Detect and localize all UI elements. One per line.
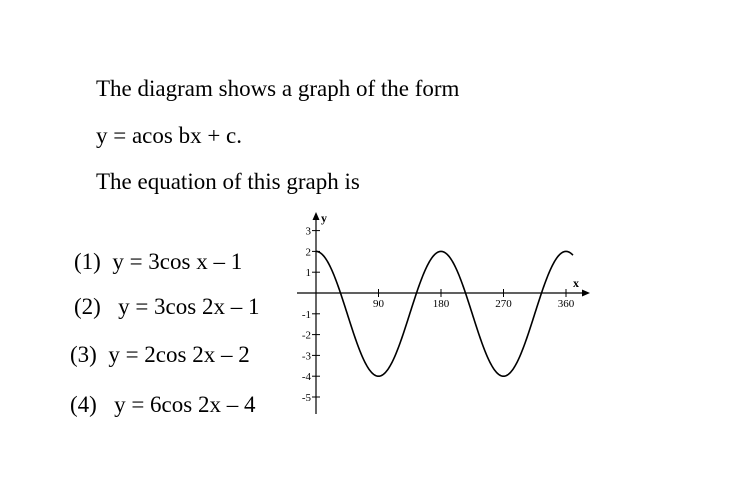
y-tick-label: -1 xyxy=(301,308,311,321)
y-tick-label: 2 xyxy=(305,246,311,259)
y-tick-label: -4 xyxy=(301,371,311,384)
y-tick-label: -2 xyxy=(301,329,311,342)
x-tick-label: 90 xyxy=(373,298,384,310)
y-tick-label: 3 xyxy=(305,225,311,238)
x-tick-label: 270 xyxy=(495,298,512,310)
cosine-curve xyxy=(316,251,573,376)
choice-equation: y = 3cos 2x – 1 xyxy=(118,294,260,319)
choice-number: (4) xyxy=(70,392,97,417)
question-line-3: The equation of this graph is xyxy=(96,169,360,194)
x-tick-label: 180 xyxy=(432,298,450,310)
choice-number: (3) xyxy=(70,342,97,367)
y-tick-label: -3 xyxy=(301,350,311,363)
y-tick-label: -5 xyxy=(301,392,311,404)
y-tick-label: 1 xyxy=(305,267,311,280)
y-axis-arrow xyxy=(313,212,320,220)
question-line-2: y = acos bx + c. xyxy=(96,123,243,148)
y-axis-label: y xyxy=(321,211,327,225)
choice-equation: y = 6cos 2x – 4 xyxy=(114,392,256,417)
choice-number: (1) xyxy=(74,249,101,274)
choice-number: (2) xyxy=(74,294,101,319)
x-axis-label: x xyxy=(573,276,579,290)
x-tick-label: 360 xyxy=(557,298,575,310)
choice-equation: y = 3cos x – 1 xyxy=(112,249,243,274)
x-axis-arrow xyxy=(582,290,590,297)
choice-equation: y = 2cos 2x – 2 xyxy=(108,342,250,367)
question-line-1: The diagram shows a graph of the form xyxy=(96,76,460,101)
